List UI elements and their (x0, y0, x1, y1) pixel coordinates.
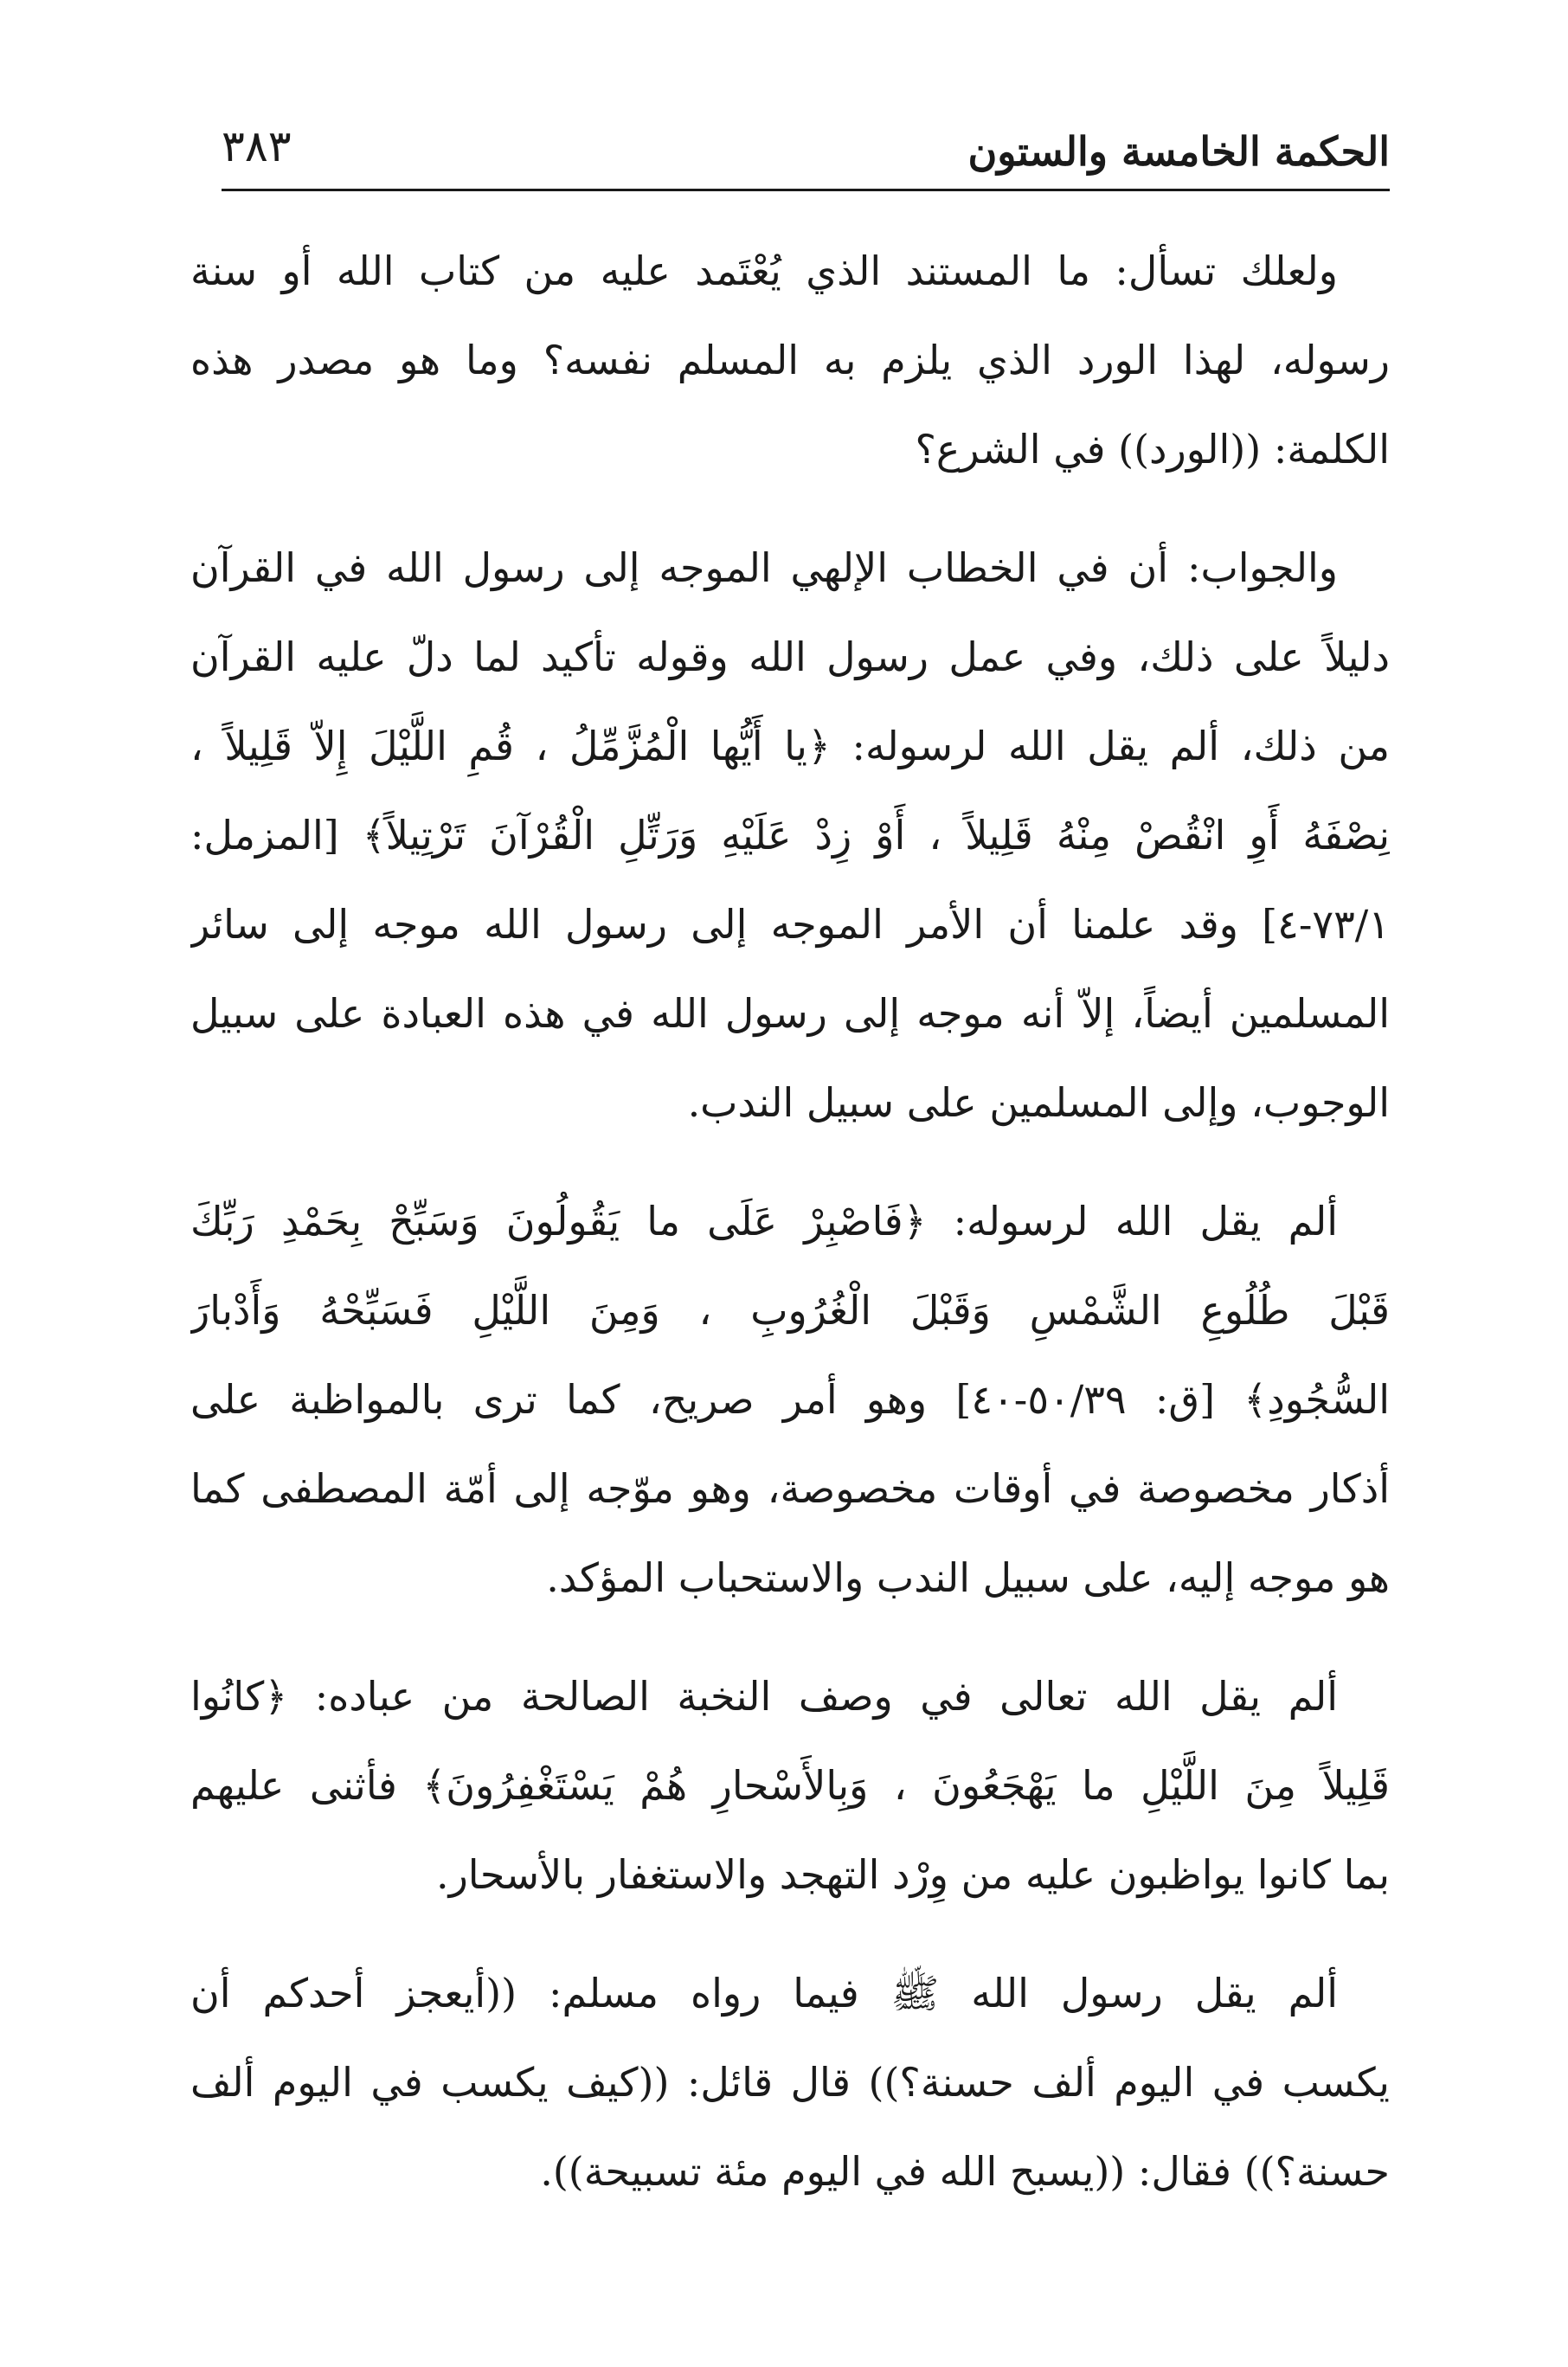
paragraph-3 (190, 1177, 1390, 1623)
text-line: بما كانوا يواظبون عليه من وِرْد التهجد والاستغفار بالأسحار. (435, 1851, 1390, 1898)
text-line: ألم يقل رسول الله ﷺ فيما رواه مسلم: ((أيعجز أحدكم أن (190, 1970, 1338, 2016)
text-line: والجواب: أن في الخطاب الإلهي الموجه إلى رسول الله في القرآن (190, 544, 1338, 591)
page-header (222, 121, 1390, 190)
text-line: الكلمة: ((الورد)) في الشرع؟ (915, 426, 1390, 473)
paragraph-1 (190, 227, 1390, 494)
text-line: ألم يقل الله تعالى في وصف النخبة الصالحة من عباده: ﴿كانُوا (190, 1673, 1338, 1720)
body-text (190, 227, 1390, 2246)
page-number: ٣٨٣ (222, 121, 292, 171)
text-line: هو موجه إليه، على سبيل الندب والاستحباب المؤكد. (546, 1554, 1390, 1601)
text-line: من ذلك، ألم يقل الله لرسوله: ﴿يا أَيُّها الْمُزَّمِّلُ ، قُمِ اللَّيْلَ إِلاّ قَلِيلاً ، (190, 723, 1390, 769)
text-line: ألم يقل الله لرسوله: ﴿فَاصْبِرْ عَلَى ما يَقُولُونَ وَسَبِّحْ بِحَمْدِ رَبِّكَ (190, 1198, 1338, 1245)
text-line: الوجوب، وإلى المسلمين على سبيل الندب. (687, 1079, 1390, 1126)
text-line: المسلمين أيضاً، إلاّ أنه موجه إلى رسول الله في هذه العبادة على سبيل (190, 990, 1390, 1037)
running-title: الحكمة الخامسة والستون (967, 128, 1390, 175)
text-line: ٧٣/١-٤] وقد علمنا أن الأمر الموجه إلى رسول الله موجه إلى سائر (190, 901, 1390, 948)
paragraph-4 (190, 1652, 1390, 1920)
text-line: قَلِيلاً مِنَ اللَّيْلِ ما يَهْجَعُونَ ، وَبِالأَسْحارِ هُمْ يَسْتَغْفِرُونَ﴾ فأثنى عليهم (190, 1762, 1390, 1809)
text-line: ولعلك تسأل: ما المستند الذي يُعْتَمد عليه من كتاب الله أو سنة (190, 248, 1338, 294)
text-line: أذكار مخصوصة في أوقات مخصوصة، وهو موّجه إلى أمّة المصطفى كما (190, 1465, 1390, 1512)
text-line: رسوله، لهذا الورد الذي يلزم به المسلم نفسه؟ وما هو مصدر هذه (190, 337, 1390, 383)
text-line: دليلاً على ذلك، وفي عمل رسول الله وقوله تأكيد لما دلّ عليه القرآن (190, 634, 1390, 680)
text-line: السُّجُودِ﴾ [ق: ٥٠/٣٩-٤٠] وهو أمر صريح، كما ترى بالمواظبة على (190, 1376, 1390, 1423)
text-line: قَبْلَ طُلُوعِ الشَّمْسِ وَقَبْلَ الْغُرُوبِ ، وَمِنَ اللَّيْلِ فَسَبِّحْهُ وَأَدْبارَ (190, 1287, 1390, 1334)
paragraph-2 (190, 524, 1390, 1148)
text-line: حسنة؟)) فقال: ((يسبح الله في اليوم مئة تسبيحة)). (540, 2148, 1390, 2195)
text-line: يكسب في اليوم ألف حسنة؟)) قال قائل: ((كيف يكسب في اليوم ألف (190, 2059, 1390, 2106)
text-line: نِصْفَهُ أَوِ انْقُصْ مِنْهُ قَلِيلاً ، أَوْ زِدْ عَلَيْهِ وَرَتِّلِ الْقُرْآنَ تَرْتِيلاً﴾ [المزمل: (190, 812, 1390, 859)
paragraph-5 (190, 1949, 1390, 2216)
header-rule (222, 189, 1390, 191)
